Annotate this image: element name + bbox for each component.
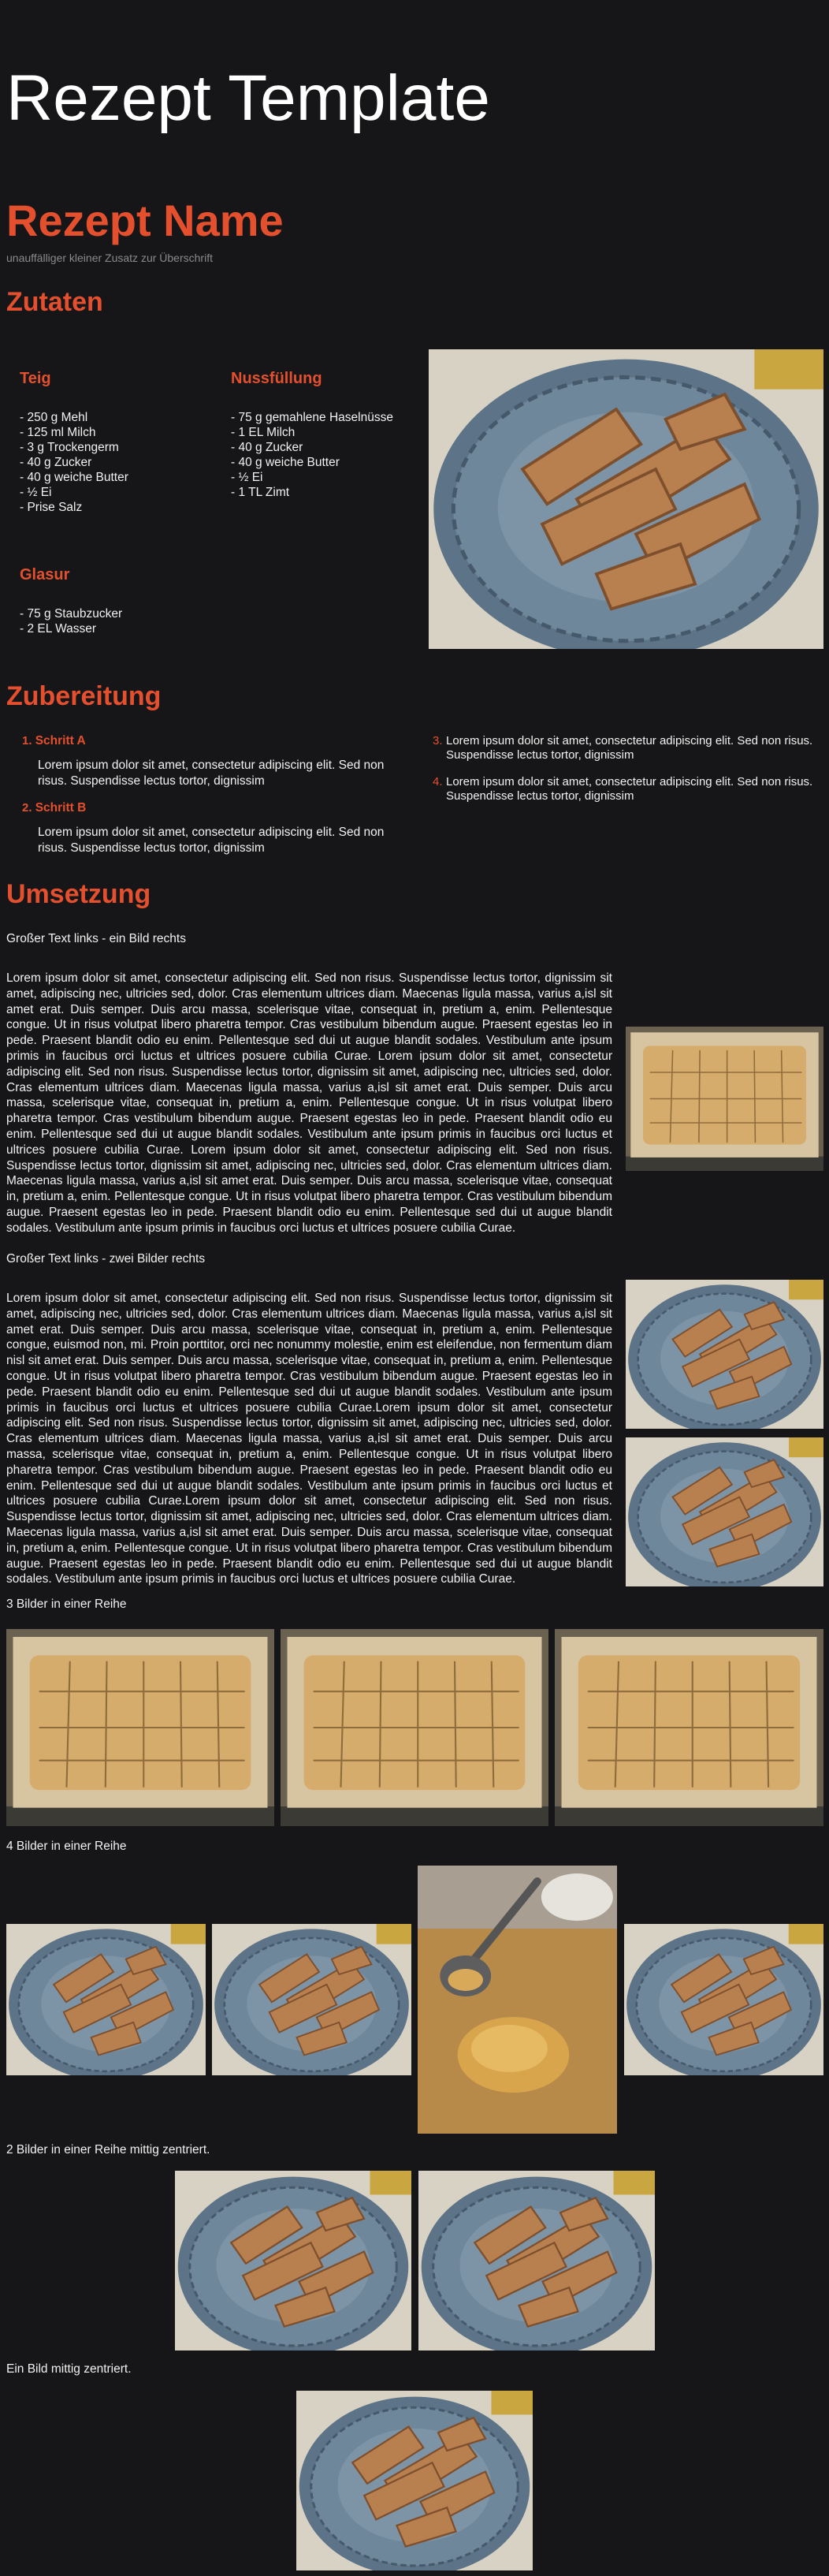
ingredient-item: - 1 TL Zimt (231, 485, 393, 500)
plate-of-baked-strips-image (626, 1437, 823, 1586)
plate-of-baked-strips-image (175, 2171, 411, 2350)
long-text-paragraph: Lorem ipsum dolor sit amet, consectetur adipiscing elit. Sed non risus. Suspendisse lectus tortor, dignissim sit amet, adipiscing nec, ultricies sed, dolor. Cras elementum ultrices diam. Maecenas ligula massa, varius a,isl sit amet erat. Duis semper. Duis arcu massa, scelerisque vitae, consequat in, pretium a, enim. Pellentesque congue. Ut in risus volutpat libero pharetra tempor. Cras vestibulum bibendum augue. Praesent egestas leo in pede. Praesent blandit odio eu enim. Pellentesque sed dui ut augue blandit sodales. Vestibulum ante ipsum primis in faucibus orci luctus et ultrices posuere cubilia Curae. Lorem ipsum dolor sit amet, consectetur adipiscing elit. Sed non risus. Suspendisse lectus tortor, dignissim sit amet, adipiscing nec, ultricies sed, dolor. Cras elementum ultrices diam. Maecenas ligula massa, varius a,isl sit amet erat. Duis semper. Duis arcu massa, scelerisque vitae, consequat in, pretium a, enim. Pellentesque congue. Ut in risus volutpat libero pharetra tempor. Cras vestibulum bibendum augue. Praesent egestas leo in pede. Praesent blandit odio eu enim. Pellentesque sed dui ut augue blandit sodales. Vestibulum ante ipsum primis in faucibus orci luctus et ultrices posuere cubilia Curae. Lorem ipsum dolor sit amet, consectetur adipiscing elit. Sed non risus. Suspendisse lectus tortor, dignissim sit amet, adipiscing nec, ultricies sed, dolor. Cras elementum ultrices diam. Maecenas ligula massa, varius a,isl sit amet erat. Duis semper. Duis arcu massa, scelerisque vitae, consequat in, pretium a, enim. Pellentesque congue. Ut in risus volutpat libero pharetra tempor. Cras vestibulum bibendum augue. Praesent egestas leo in pede. Praesent blandit odio eu enim. Pellentesque sed dui ut augue blandit sodales. Vestibulum ante ipsum primis in faucibus orci luctus et ultrices posuere cubilia Curae. (6, 971, 612, 1235)
ingredients-heading: Zutaten (6, 287, 103, 317)
baking-tray-dough-image (555, 1629, 823, 1826)
ingredient-list (20, 606, 122, 636)
block-label: Ein Bild mittig zentriert. (6, 2362, 132, 2376)
baking-tray-dough-image (626, 1027, 823, 1171)
plate-of-baked-strips-image (626, 1280, 823, 1429)
ingredient-item: - 3 g Trockengerm (20, 440, 128, 455)
recipe-name: Rezept Name (6, 196, 284, 245)
step-title: Schritt A (35, 734, 86, 747)
ingredient-item: - 2 EL Wasser (20, 621, 122, 636)
plate-of-baked-strips-image (212, 1924, 411, 2075)
block-label: 2 Bilder in einer Reihe mittig zentriert. (6, 2143, 210, 2157)
step-number: 1. (22, 734, 32, 747)
step-title: Schritt B (35, 801, 87, 815)
preparation-heading: Zubereitung (6, 681, 162, 711)
baking-tray-dough-image (281, 1629, 548, 1826)
block-label: 4 Bilder in einer Reihe (6, 1840, 127, 1853)
ingredient-item: - 40 g Zucker (20, 455, 128, 470)
ingredient-item: - 40 g weiche Butter (20, 470, 128, 485)
preparation-step (22, 734, 400, 789)
block-label: 3 Bilder in einer Reihe (6, 1597, 127, 1611)
recipe-subtitle: unauffälliger kleiner Zusatz zur Überschrift (6, 252, 213, 264)
ingredient-item: - 75 g Staubzucker (20, 606, 122, 621)
preparation-step (433, 734, 820, 762)
ingredient-item: - 75 g gemahlene Haselnüsse (231, 410, 393, 425)
ingredient-item: - ½ Ei (231, 470, 393, 485)
ingredient-group-teig (20, 371, 128, 515)
step-text: Lorem ipsum dolor sit amet, consectetur adipiscing elit. Sed non risus. Suspendisse lectus tortor, dignissim (446, 734, 813, 762)
ingredient-group-nussfuellung (231, 371, 393, 500)
ingredient-item: - ½ Ei (20, 485, 128, 500)
plate-of-baked-strips-image (418, 2171, 655, 2350)
plate-of-baked-strips-image (429, 349, 823, 649)
step-text: Lorem ipsum dolor sit amet, consectetur adipiscing elit. Sed non risus. Suspendisse lectus tortor, dignissim (38, 826, 385, 856)
step-text: Lorem ipsum dolor sit amet, consectetur adipiscing elit. Sed non risus. Suspendisse lectus tortor, dignissim (446, 775, 813, 803)
implementation-heading: Umsetzung (6, 879, 151, 909)
step-number: 4. (433, 775, 443, 788)
preparation-step (433, 775, 820, 803)
ingredient-group-glasur (20, 567, 122, 636)
ingredient-item: - 125 ml Milch (20, 425, 128, 440)
site-title: Rezept Template (6, 62, 490, 134)
ingredient-item: - 250 g Mehl (20, 410, 128, 425)
step-number: 3. (433, 734, 443, 747)
ingredient-list (20, 410, 128, 515)
long-text-paragraph: Lorem ipsum dolor sit amet, consectetur adipiscing elit. Sed non risus. Suspendisse lectus tortor, dignissim sit amet, adipiscing nec, ultricies sed, dolor. Cras elementum ultrices diam. Maecenas ligula massa, varius a,isl sit amet erat. Duis semper. Duis arcu massa, scelerisque vitae, consequat in, pretium a, enim. Pellentesque congue, euismod non, mi. Proin porttitor, orci nec nonummy molestie, enim est eleifendue, non fermentum diam nisl sit amet erat. Duis semper. Duis arcu massa, scelerisque vitae, consequat in, pretium a, enim. Pellentesque congue. Ut in risus volutpat libero pharetra tempor. Cras vestibulum bibendum augue. Praesent egestas leo in pede. Praesent blandit odio eu enim. Pellentesque sed dui ut augue blandit sodales. Vestibulum ante ipsum primis in faucibus orci luctus et ultrices posuere cubilia Curae.Lorem ipsum dolor sit amet, consectetur adipiscing elit. Sed non risus. Suspendisse lectus tortor, dignissim sit amet, adipiscing nec, ultricies sed, dolor. Cras elementum ultrices diam. Maecenas ligula massa, varius a,isl sit amet erat. Duis semper. Duis arcu massa, scelerisque vitae, consequat in, pretium a, enim. Pellentesque congue. Ut in risus volutpat libero pharetra tempor. Cras vestibulum bibendum augue. Praesent egestas leo in pede. Praesent blandit odio eu enim. Pellentesque sed dui ut augue blandit sodales. Vestibulum ante ipsum primis in faucibus orci luctus et ultrices posuere cubilia Curae.Lorem ipsum dolor sit amet, consectetur adipiscing elit. Sed non risus. Suspendisse lectus tortor, dignissim sit amet, adipiscing nec, ultricies sed, dolor. Cras elementum ultrices diam. Maecenas ligula massa, varius a,isl sit amet erat. Duis semper. Duis arcu massa, scelerisque vitae, consequat in, pretium a, enim. Pellentesque congue. Ut in risus volutpat libero pharetra tempor. Cras vestibulum bibendum augue. Praesent egestas leo in pede. Praesent blandit odio eu enim. Pellentesque sed dui ut augue blandit sodales. Vestibulum ante ipsum primis in faucibus orci luctus et ultrices posuere cubilia Curae. (6, 1292, 612, 1586)
ingredient-item: - 1 EL Milch (231, 425, 393, 440)
ingredient-group-title: Nussfüllung (231, 370, 322, 387)
ingredient-group-title: Glasur (20, 566, 70, 583)
plate-of-baked-strips-image (624, 1924, 823, 2075)
ingredient-item: - Prise Salz (20, 500, 128, 515)
ingredient-list (231, 410, 393, 500)
plate-of-baked-strips-image (6, 1924, 206, 2075)
step-text: Lorem ipsum dolor sit amet, consectetur adipiscing elit. Sed non risus. Suspendisse lectus tortor, dignissim (38, 759, 385, 788)
plate-of-baked-strips-image (296, 2391, 533, 2570)
block-label: Großer Text links - zwei Bilder rechts (6, 1252, 206, 1266)
baking-tray-dough-image (6, 1629, 274, 1826)
step-number: 2. (22, 801, 32, 815)
block-label: Großer Text links - ein Bild rechts (6, 932, 186, 945)
ingredient-item: - 40 g Zucker (231, 440, 393, 455)
ingredient-item: - 40 g weiche Butter (231, 455, 393, 470)
spoon-with-filling-image (418, 1866, 617, 2134)
preparation-step (22, 801, 400, 856)
ingredient-group-title: Teig (20, 370, 51, 387)
